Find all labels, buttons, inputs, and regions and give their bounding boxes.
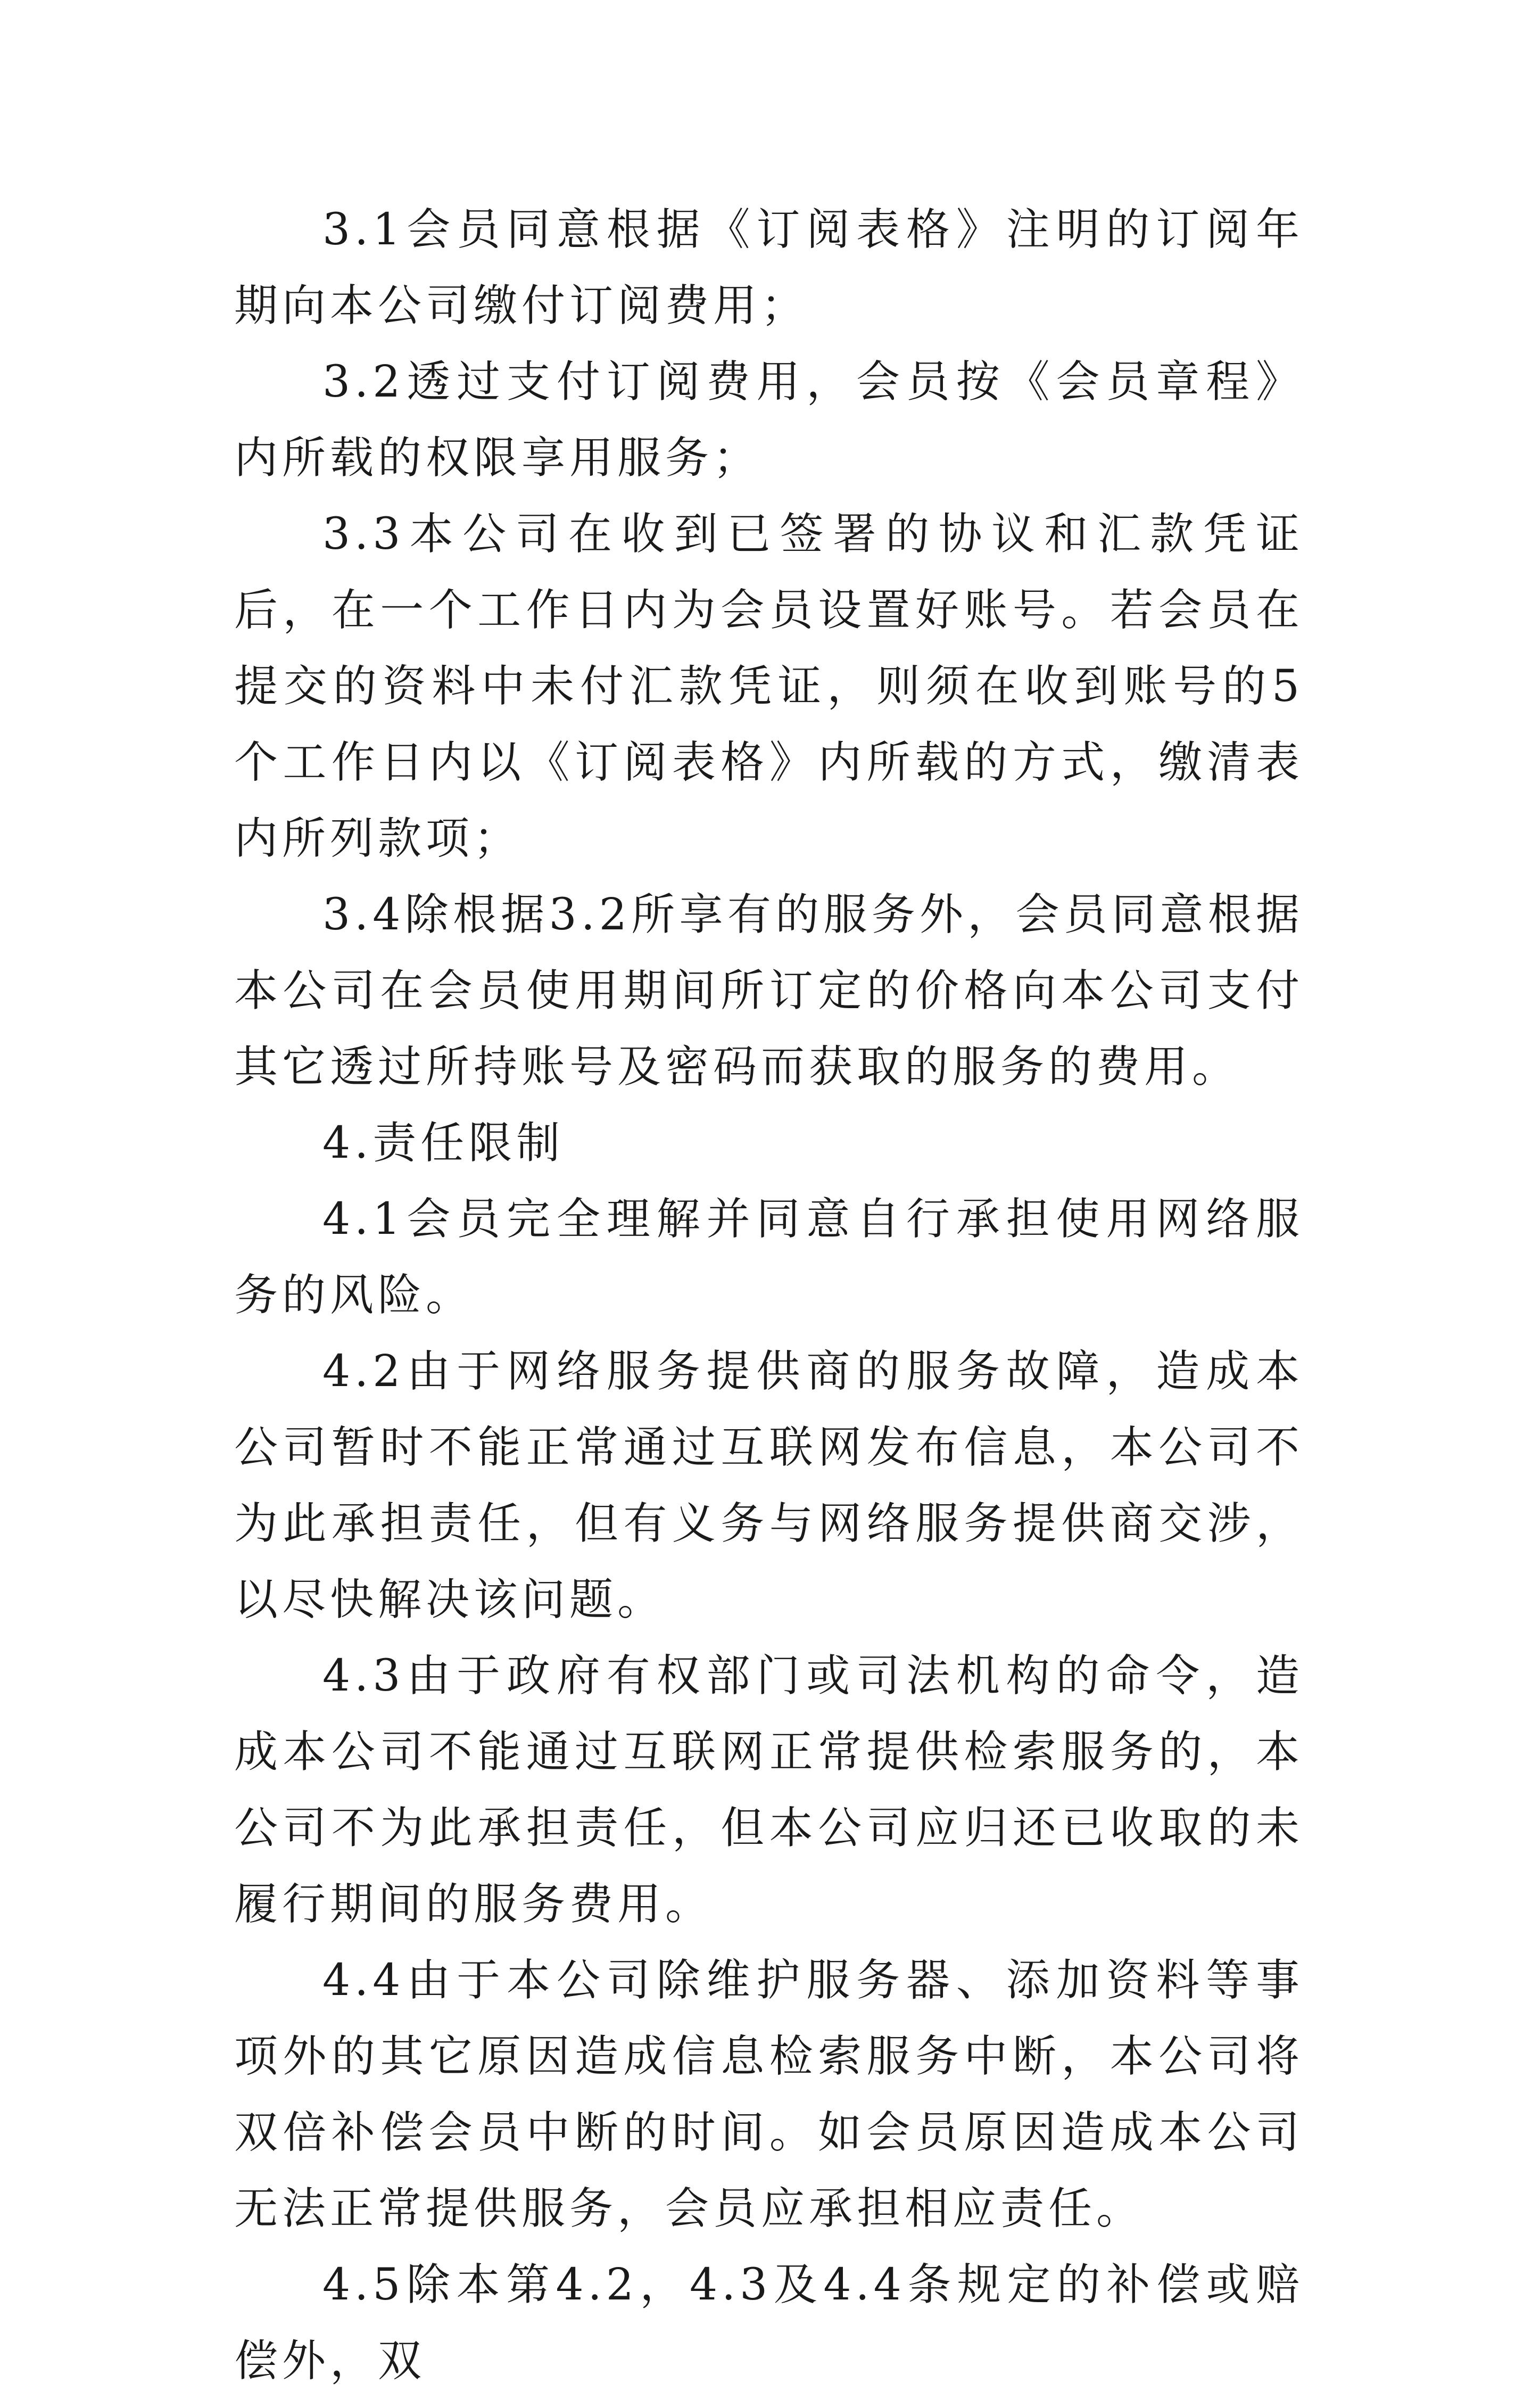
clause-3-3: 3.3本公司在收到已签署的协议和汇款凭证后，在一个工作日内为会员设置好账号。若会员在提交的资料中未付汇款凭证，则须在收到账号的5个工作日内以《订阅表格》内所载的方式，缴清表内所列款项；: [234, 509, 1304, 864]
clause-3-4: 3.4除根据3.2所享有的服务外，会员同意根据本公司在会员使用期间所订定的价格向本公司支付其它透过所持账号及密码而获取的服务的费用。: [234, 889, 1304, 1092]
clause-4-2: 4.2由于网络服务提供商的服务故障，造成本公司暂时不能正常通过互联网发布信息，本公司不为此承担责任，但有义务与网络服务提供商交涉，以尽快解决该问题。: [234, 1346, 1304, 1625]
document-body: [234, 192, 1304, 2399]
clause-3-2: 3.2透过支付订阅费用，会员按《会员章程》内所载的权限享用服务；: [234, 357, 1304, 483]
clause-4-4: 4.4由于本公司除维护服务器、添加资料等事项外的其它原因造成信息检索服务中断，本公司将双倍补偿会员中断的时间。如会员原因造成本公司无法正常提供服务，会员应承担相应责任。: [234, 1955, 1304, 2234]
clause-4-3: 4.3由于政府有权部门或司法机构的命令，造成本公司不能通过互联网正常提供检索服务的，本公司不为此承担责任，但本公司应归还已收取的未履行期间的服务费用。: [234, 1651, 1304, 1930]
section-heading-4: 4.责任限制: [322, 1118, 565, 1168]
clause-3-1: 3.1会员同意根据《订阅表格》注明的订阅年期向本公司缴付订阅费用；: [234, 204, 1304, 331]
clause-4-1: 4.1会员完全理解并同意自行承担使用网络服务的风险。: [234, 1194, 1304, 1321]
clause-4-5: 4.5除本第4.2，4.3及4.4条规定的补偿或赔偿外，双: [234, 2260, 1304, 2386]
